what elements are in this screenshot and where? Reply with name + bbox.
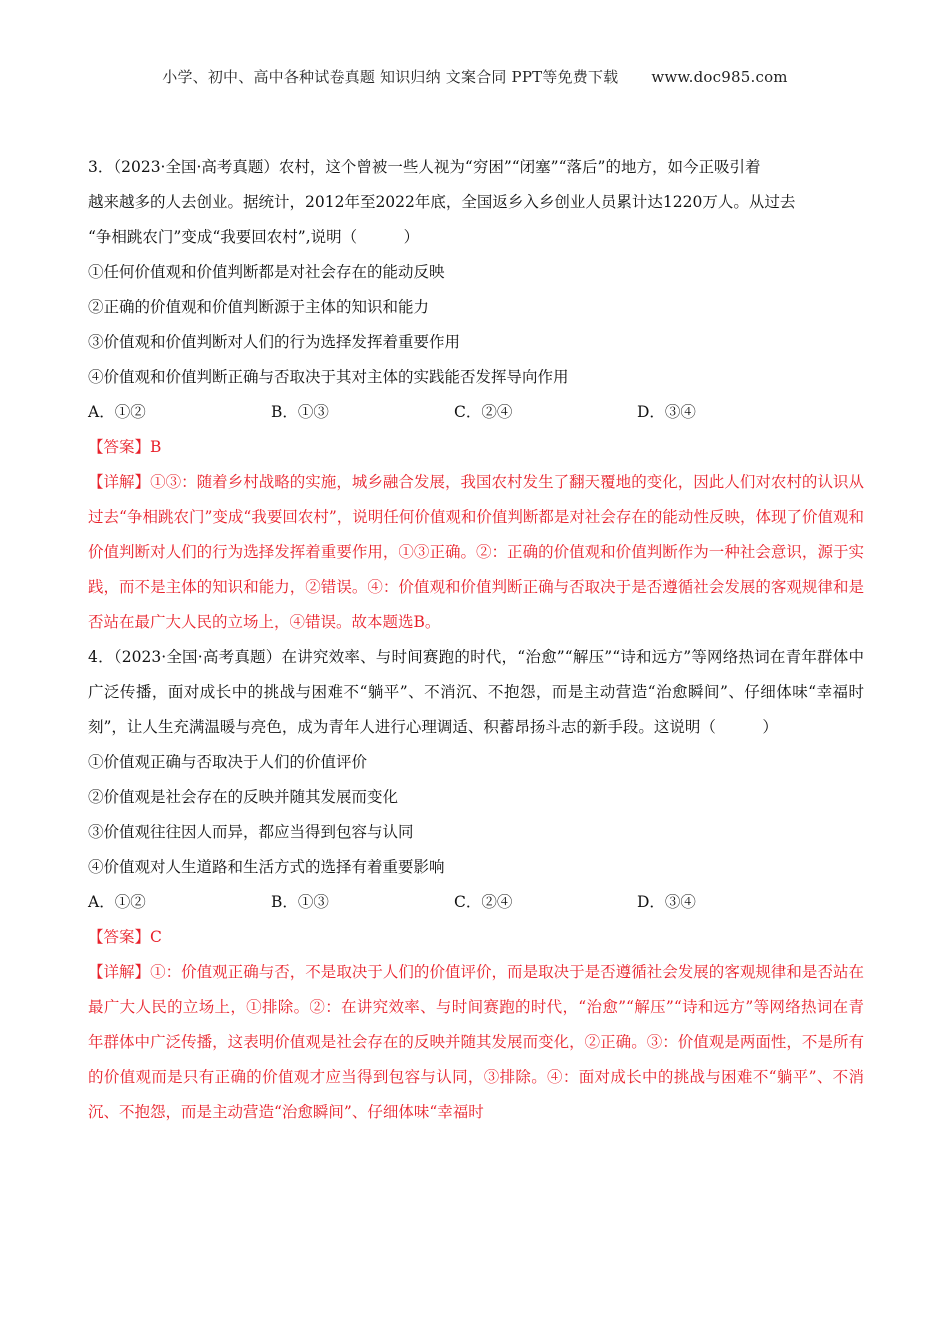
question-4 xyxy=(88,640,864,1130)
question-3-detail: 【详解】①③：随着乡村战略的实施，城乡融合发展，我国农村发生了翻天覆地的变化，因此人们对农村的认识从过去“争相跳农门”变成“我要回农村”，说明任何价值观和价值判断都是对社会存在的能动性反映，体现了价值观和价值判断对人们的行为选择发挥着重要作用，①③正确。②：正确的价值观和价值判断作为一种社会意识，源于实践，而不是主体的知识和能力，②错误。④：价值观和价值判断正确与否取决于是否遵循社会发展的客观规律和是否站在最广大人民的立场上，④错误。故本题选B。 xyxy=(88,473,864,631)
question-4-option-d: D．③④ xyxy=(637,893,696,911)
document-body xyxy=(88,150,864,1130)
question-3-item-3: ③价值观和价值判断对人们的行为选择发挥着重要作用 xyxy=(88,333,461,351)
question-3-option-b: B．①③ xyxy=(271,403,329,421)
question-4-options xyxy=(88,885,864,920)
question-3-option-d: D．③④ xyxy=(637,403,696,421)
header-site-link[interactable]: www.doc985.com xyxy=(651,68,788,86)
question-4-item-3: ③价值观往往因人而异，都应当得到包容与认同 xyxy=(88,823,414,841)
page-header xyxy=(0,66,950,87)
question-4-option-c: C．②④ xyxy=(454,893,513,911)
question-3-item-4: ④价值观和价值判断正确与否取决于其对主体的实践能否发挥导向作用 xyxy=(88,368,569,386)
header-text: 小学、初中、高中各种试卷真题 知识归纳 文案合同 PPT等免费下载 xyxy=(162,68,619,86)
question-3-item-2: ②正确的价值观和价值判断源于主体的知识和能力 xyxy=(88,298,430,316)
question-4-item-2: ②价值观是社会存在的反映并随其发展而变化 xyxy=(88,788,399,806)
question-3-answer: 【答案】B xyxy=(88,438,162,456)
question-4-option-b: B．①③ xyxy=(271,893,329,911)
question-3-option-a: A．①② xyxy=(88,403,146,421)
question-4-item-4: ④价值观对人生道路和生活方式的选择有着重要影响 xyxy=(88,858,445,876)
question-4-stem: 4．（2023·全国·高考真题）在讲究效率、与时间赛跑的时代，“治愈”“解压”“诗和远方”等网络热词在青年群体中广泛传播，面对成长中的挑战与困难不“躺平”、不消沉、不抱怨，而是主动营造“治愈瞬间”、仔细体味“幸福时刻”，让人生充满温暖与亮色，成为青年人进行心理调适、积蓄昂扬斗志的新手段。这说明（ ） xyxy=(88,648,864,736)
question-4-answer: 【答案】C xyxy=(88,928,162,946)
question-3-stem-line-2: 越来越多的人去创业。据统计，2012年至2022年底，全国返乡入乡创业人员累计达1220万人。从过去 xyxy=(88,193,796,211)
question-4-option-a: A．①② xyxy=(88,893,146,911)
question-3-stem-line-3: “争相跳农门”变成“我要回农村”,说明（ ） xyxy=(88,228,420,246)
question-3 xyxy=(88,150,864,640)
question-3-stem-line-1: 3．（2023·全国·高考真题）农村，这个曾被一些人视为“穷困”“闭塞”“落后”的地方，如今正吸引着 xyxy=(88,158,761,176)
question-4-detail: 【详解】①：价值观正确与否，不是取决于人们的价值评价，而是取决于是否遵循社会发展的客观规律和是否站在最广大人民的立场上，①排除。②：在讲究效率、与时间赛跑的时代，“治愈”“解压”“诗和远方”等网络热词在青年群体中广泛传播，这表明价值观是社会存在的反映并随其发展而变化，②正确。③：价值观是两面性，不是所有的价值观而是只有正确的价值观才应当得到包容与认同，③排除。④：面对成长中的挑战与困难不“躺平”、不消沉、不抱怨，而是主动营造“治愈瞬间”、仔细体味“幸福时 xyxy=(88,963,864,1121)
question-4-item-1: ①价值观正确与否取决于人们的价值评价 xyxy=(88,753,368,771)
question-3-item-1: ①任何价值观和价值判断都是对社会存在的能动反映 xyxy=(88,263,445,281)
question-3-options xyxy=(88,395,864,430)
question-3-option-c: C．②④ xyxy=(454,403,513,421)
